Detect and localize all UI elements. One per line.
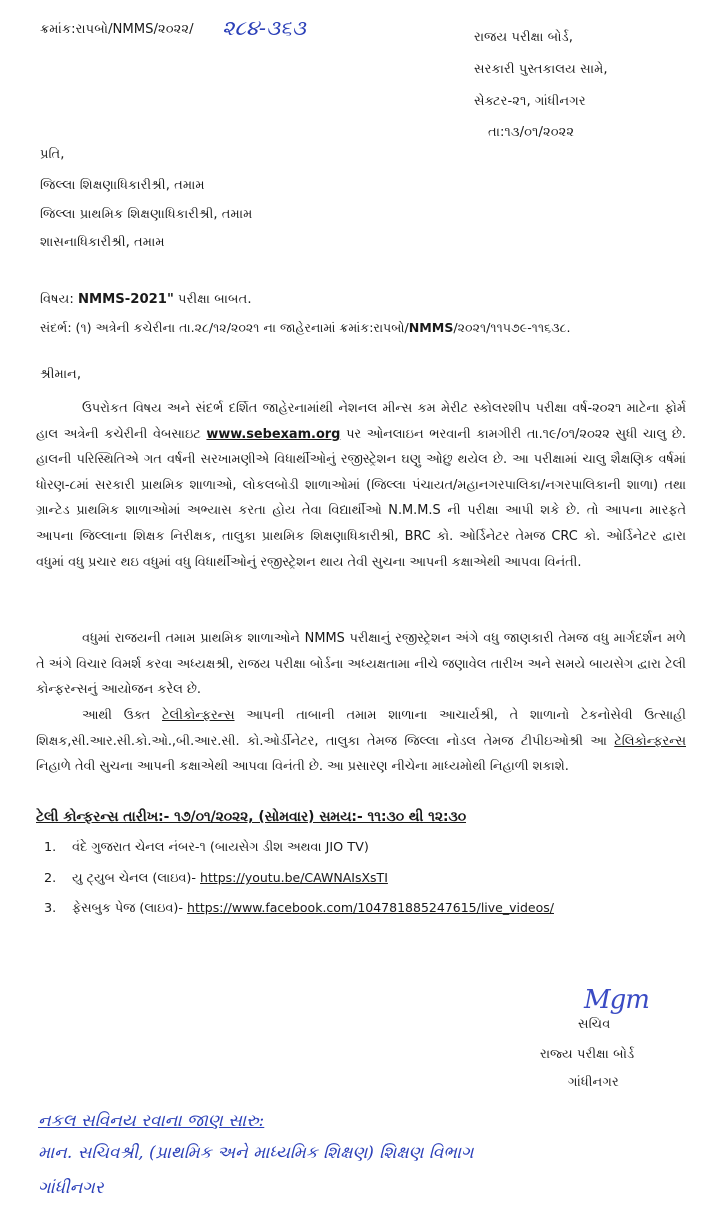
para3-part3: નિહાળે તેવી સુચના આપની કક્ષાએથી આપવા વિનંતી છે. આ પ્રસારણ નીચેના માધ્યમોથી નિહાળી શકાશે. [36, 759, 569, 775]
reference-line [40, 320, 571, 336]
channel-number: 3. [44, 901, 57, 916]
website-link[interactable]: www.sebexam.org [206, 426, 341, 442]
reference-number [40, 22, 194, 39]
reference-number-handwritten: ૨૮૪-૩૬૩ [222, 16, 306, 40]
channel-text: ફેસબુક પેજ (લાઇવ)- [72, 901, 188, 916]
sender-address: સરકારી પુસ્તકાલય સામે, [474, 62, 608, 77]
copy-note-heading: નકલ સવિનય રવાના જાણ સારુ: [38, 1111, 265, 1131]
copy-note-city: ગાંધીનગર [38, 1178, 104, 1198]
subject-label: વિષય: [40, 292, 79, 307]
teleconference-word-2: ટેલિકોન્ફરન્સ [614, 733, 686, 749]
channel-number: 1. [44, 840, 57, 855]
para3-part1: આથી ઉક્ત [82, 708, 163, 723]
signatory-title: સચિવ [578, 1017, 611, 1032]
body-paragraph-2: વધુમાં રાજયની તમામ પ્રાથમિક શાળાઓને NMMS પરીક્ષાનું રજીસ્ટ્રેશન અંગે વધુ જાણકારી તેમજ વધુ માર્ગદર્શન મળે તે અંગે વિચાર વિમર્શ કરવા અધ્યક્ષશ્રી, રાજય પરીક્ષા બોર્ડના અધ્યક્ષતામા નીચે જણાવેલ તારીખ અને સમયે બાયસેગ દ્વારા ટેલી કોન્ફરન્સનું આયોજન કરેલ છે. [36, 631, 686, 698]
channel-number: 2. [44, 871, 57, 886]
subject-exam: NMMS-2021" [78, 292, 174, 307]
para1-part2: પર ઓનલાઇન ભરવાની કામગીરી તા.૧૯/૦૧/૨૦૨૨ સુધી ચાલુ છે. હાલની પરિસ્થિતિએ ગત વર્ષની સરખામણીએ વિધાર્થીઓનું રજીસ્ટ્રેશન ઘણુ ઓછુ થયેલ છે. આ પરીક્ષામાં ચાલુ શૈક્ષણિક વર્ષમાં ધોરણ-૮માં સરકારી પ્રાથમિક શાળાઓ, લોકલબોડી શાળાઓમાં (જિલ્લા પંચાયત/મહાનગરપાલિકા/નગરપાલિકાની શાળા) તથા ગ્રાન્ટેડ પ્રાથમિક શાળાઓમાં અભ્યાસ કરતા હોય તેવા વિદ્યાર્થીઓ N.M.M.S ની પરીક્ષા આપી શકે છે. તો આપના મારફતે આપના જિલ્લાના શિક્ષક નિરીક્ષક, તાલુકા પ્રાથમિક શિક્ષણાધિકારીશ્રી, BRC કો. ઓર્ડિનેટર તેમજ CRC કો. ઓર્ડિનેટર દ્વારા વધુમાં વધુ પ્રચાર થઇ વધુમાં વધુ વિધાર્થીઓનું રજીસ્ટ્રેશન થાય તેવી સુચના આપની કક્ષાએથી આપવા વિનંતી. [36, 426, 686, 570]
recipient-1: જિલ્લા શિક્ષણાધિકારીશ્રી, તમામ [40, 178, 205, 193]
copy-note-recipient: માન. સચિવશ્રી, (પ્રાથમિક અને માધ્યમિક શિક્ષણ) શિક્ષણ વિભાગ [38, 1143, 474, 1163]
channel-item-3 [44, 900, 554, 917]
para3-part2: આપની તાબાની તમામ શાળાના આચાર્યશ્રી, તે શાળાનો ટેકનોસેવી ઉત્સાહી શિક્ષક,સી.આર.સી.કો.ઓ.,બી.આર.સી. કો.ઓર્ડીનેટર, તાલુકા તેમજ જિલ્લા નોડલ તેમજ ટીપીઇઓશ્રી આ [36, 708, 686, 749]
letter-date: તા:૧૩/૦૧/૨૦૨૨ [488, 125, 575, 140]
reference-text: સંદર્ભ: (૧) અત્રેની કચેરીના તા.૨૮/૧૨/૨૦૨૧ ના જાહેરનામાં ક્રમાંક:રાપબો/ [40, 320, 409, 335]
conference-datetime: ટેલી કોન્ફરન્સ તારીખ:- ૧૭/૦૧/૨૦૨૨, (સોમવાર) સમય:- ૧૧:૩૦ થી ૧૨:૩૦ [36, 809, 467, 825]
body-paragraph-3 [36, 703, 686, 780]
channel-text: વંદે ગુજરાત ચેનલ નંબર-૧ (બાયસેગ ડીશ અથવા JIO TV) [72, 840, 369, 855]
channel-item-1 [44, 840, 369, 856]
channel-text: યુ ટ્યુબ ચેનલ (લાઇવ)- [72, 871, 201, 886]
reference-rest: /૨૦૨૧/૧૧૫૭૯-૧૧૬૩૮. [453, 320, 571, 335]
body-paragraph-1 [36, 396, 686, 575]
signatory-city: ગાંધીનગર [568, 1075, 619, 1090]
channel-item-2 [44, 870, 388, 887]
para1-part1: ઉપરોકત વિષય અને સંદર્ભ દર્શિત જાહેરનામાંથી નેશનલ મીન્સ કમ મેરીટ સ્કોલરશીપ પરીક્ષા વર્ષ-૨૦૨૧ માટેના ફોર્મ હાલ અત્રેની કચેરીની વેબસાઇટ [36, 401, 686, 442]
sender-city: સેક્ટર-૨૧, ગાંધીનગર [474, 94, 586, 109]
recipient-3: શાસનાધિકારીશ્રી, તમામ [40, 235, 165, 250]
reference-bold: NMMS [408, 320, 454, 335]
facebook-link[interactable]: https://www.facebook.com/104781885247615/live_videos/ [187, 900, 554, 915]
signatory-org: રાજ્ય પરીક્ષા બોર્ડ [540, 1047, 635, 1062]
reference-number-label: ક્રમાંક:રાપબો/NMMS/૨૦૨૨/ [40, 22, 194, 37]
sender-org: રાજય પરીક્ષા બોર્ડ, [474, 30, 573, 45]
signature-handwritten: Mgm [584, 985, 649, 1015]
to-label: પ્રતિ, [40, 147, 65, 162]
salutation: શ્રીમાન, [40, 367, 82, 382]
subject-rest: પરીક્ષા બાબત. [173, 292, 252, 307]
teleconference-word-1: ટેલીકોન્ફરન્સ [162, 708, 235, 723]
youtube-link[interactable]: https://youtu.be/CAWNAIsXsTI [200, 870, 388, 885]
subject-line [40, 292, 252, 309]
recipient-2: જિલ્લા પ્રાથમિક શિક્ષણાધિકારીશ્રી, તમામ [40, 207, 253, 222]
